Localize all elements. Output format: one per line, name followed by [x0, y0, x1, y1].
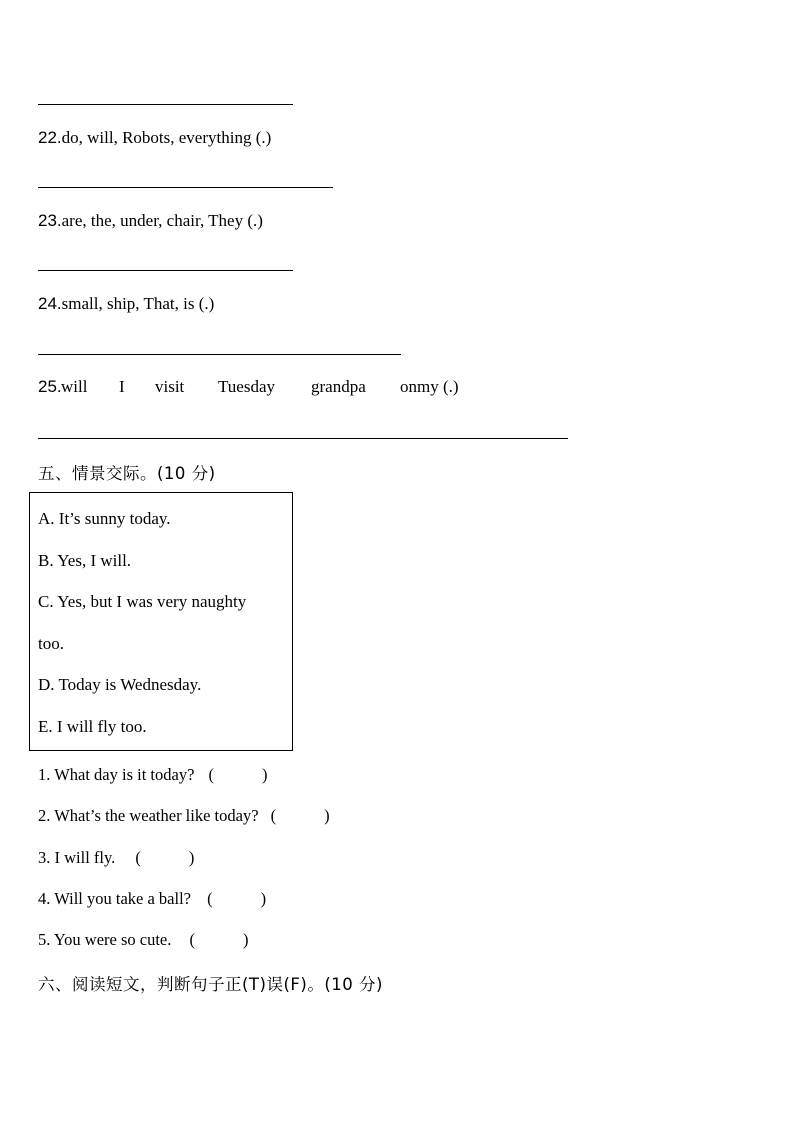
question-text: 3. I will fly.	[38, 848, 116, 867]
question-24	[38, 294, 214, 314]
question-23	[38, 211, 263, 231]
question-number: 25.	[38, 377, 62, 396]
answer-paren-close: )	[262, 765, 268, 784]
question-text: are, the, under, chair, They (.)	[61, 211, 263, 230]
section-heading-6: 六、阅读短文，判断句子正(T)误(F)。(10 分)	[38, 975, 383, 994]
question-22	[38, 128, 271, 148]
question-text: 2. What’s the weather like today?	[38, 806, 259, 825]
question-text: 4. Will you take a ball?	[38, 889, 191, 908]
word: Tuesday	[218, 377, 275, 396]
word: grandpa	[311, 377, 366, 396]
answer-paren-close: )	[188, 848, 195, 867]
answer-paren-close: )	[324, 806, 330, 825]
question-text: 1. What day is it today?	[38, 765, 195, 784]
option-b: B. Yes, I will.	[38, 551, 132, 570]
dialogue-question-4	[38, 889, 266, 909]
question-number: 24.	[38, 294, 62, 313]
answer-line-24	[38, 354, 401, 355]
question-number: 22.	[38, 128, 62, 147]
option-e: E. I will fly too.	[38, 717, 147, 736]
answer-paren-open[interactable]: (	[208, 765, 215, 784]
question-text: small, ship, That, is (.)	[61, 294, 215, 313]
answer-paren-close: )	[243, 930, 249, 949]
question-text: 5. You were so cute.	[38, 930, 172, 949]
option-c: C. Yes, but I was very naughty	[38, 592, 247, 611]
options-box	[29, 492, 293, 751]
question-number: 23.	[38, 211, 62, 230]
dialogue-question-3	[38, 848, 194, 868]
dialogue-question-1	[38, 765, 268, 785]
option-c-continued: too.	[38, 634, 64, 653]
word: will	[61, 377, 88, 396]
answer-line-22	[38, 187, 333, 188]
answer-line-21	[38, 104, 293, 105]
word: I	[119, 377, 125, 396]
answer-paren-open[interactable]: (	[135, 848, 141, 867]
section-heading-5: 五、情景交际。(10 分)	[38, 464, 216, 483]
option-d: D. Today is Wednesday.	[38, 675, 202, 694]
answer-paren-open[interactable]: (	[207, 889, 213, 908]
answer-line-23	[38, 270, 293, 271]
dialogue-question-2	[38, 806, 330, 826]
answer-paren-close: )	[260, 889, 267, 908]
answer-paren-open[interactable]: (	[270, 806, 277, 825]
word: onmy (.)	[400, 377, 459, 396]
word: visit	[155, 377, 185, 396]
answer-line-25	[38, 438, 568, 439]
answer-paren-open[interactable]: (	[189, 930, 195, 949]
option-a: A. It’s sunny today.	[38, 509, 171, 528]
question-25	[0, 377, 794, 401]
dialogue-question-5	[38, 930, 249, 950]
question-text: do, will, Robots, everything (.)	[61, 128, 272, 147]
